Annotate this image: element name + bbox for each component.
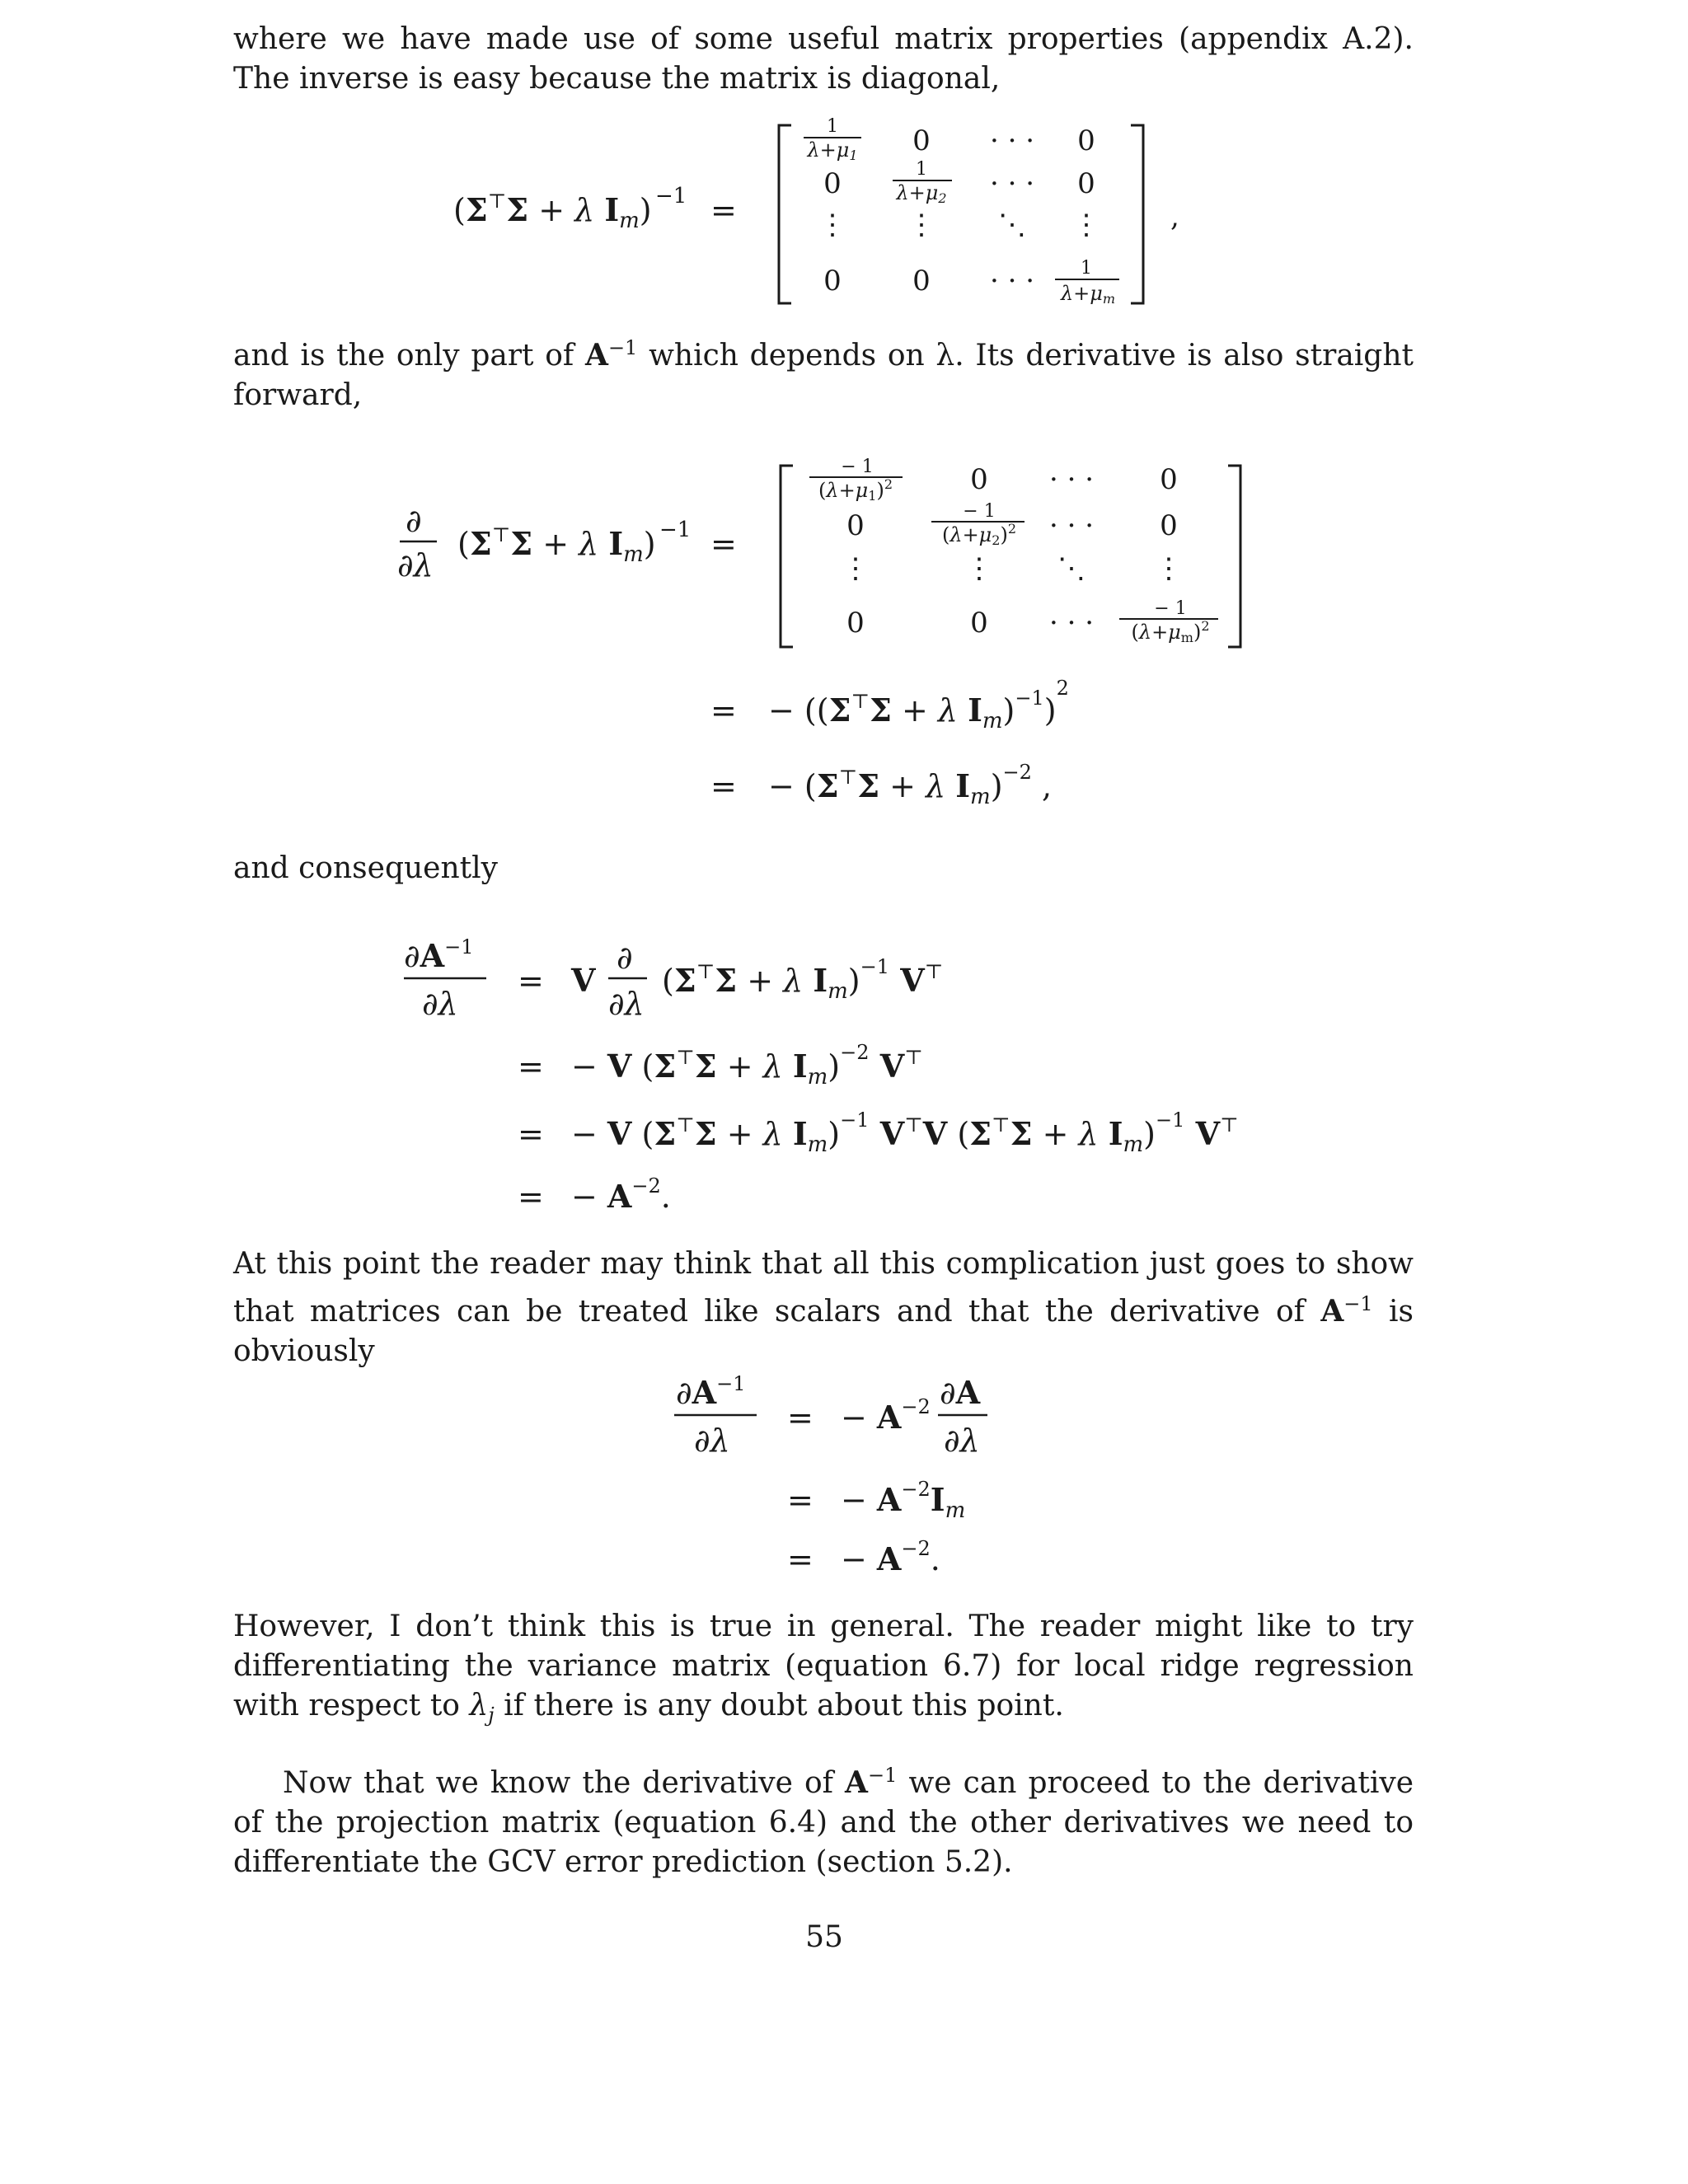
paragraph-consequently — [233, 849, 1414, 888]
svg-text:=: = — [518, 963, 544, 999]
svg-text:0: 0 — [1160, 463, 1178, 496]
svg-text:λ+μ2: λ+μ2 — [896, 181, 947, 206]
eq1-lhs: (Σ⊤Σ + λ $I_m$) — [453, 190, 652, 233]
eq1-right-bracket — [1131, 125, 1143, 303]
eq1-equals: = — [710, 192, 737, 228]
svg-text:=: = — [518, 1179, 544, 1215]
eq3-line1: (Σ⊤Σ + λ $I_m)^{-1}$ V⊤ — [662, 955, 944, 1004]
svg-text:0: 0 — [823, 265, 842, 298]
symbol-A-inverse: A — [585, 338, 608, 373]
svg-text:=: = — [787, 1541, 814, 1577]
svg-text:· · ·: · · · — [989, 167, 1035, 200]
svg-text:0: 0 — [846, 509, 865, 542]
svg-text:V: V — [571, 962, 596, 999]
svg-text:− 1: − 1 — [1154, 598, 1187, 619]
eq3-lhs-num: $\partial A^{-1}$ — [404, 935, 474, 974]
svg-text:1: 1 — [1081, 258, 1092, 279]
eq2-line3: − (Σ⊤Σ + λ $I_m)^{-2}$ , — [768, 761, 1053, 809]
eq3-line4: − $A^{-2}$. — [571, 1174, 671, 1215]
svg-text:=: = — [710, 692, 737, 729]
symbol-A-inverse-2: A — [1320, 1294, 1344, 1329]
paragraph-now-that-text-b: we can proceed to the derivative of the projection matrix (equation 6.4) and the other derivatives we need to differentiate the GCV error prediction (section 5.2). — [233, 1766, 1414, 1879]
svg-text:=: = — [518, 1116, 544, 1152]
eq4-lhs-num: $\partial A^{-1}$ — [676, 1372, 746, 1411]
svg-text:0: 0 — [823, 167, 842, 200]
equation-diagonal-inverse — [0, 115, 1688, 321]
eq2-lhs: (Σ⊤Σ + λ $I_m$) — [457, 523, 656, 567]
svg-text:· · ·: · · · — [1048, 509, 1095, 542]
paragraph-only-part: and is the only part of $A^{-1}$ which depends on λ. Its derivative is also straight forward, — [233, 336, 1414, 412]
eq4-line3: − $A^{-2}$. — [841, 1537, 940, 1577]
svg-text:1: 1 — [827, 116, 838, 137]
svg-text:⋮: ⋮ — [842, 552, 870, 585]
paragraph-only-part-text-b: which depends on λ. Its derivative is also straight forward, — [233, 339, 1414, 412]
svg-text:=: = — [518, 1048, 544, 1085]
svg-text:⋮: ⋮ — [1072, 209, 1100, 241]
svg-text:· · ·: · · · — [989, 265, 1035, 298]
eq2-right-bracket — [1228, 466, 1240, 647]
eq1-comma: , — [1170, 200, 1179, 233]
svg-text:=: = — [787, 1482, 814, 1518]
paragraph-complication: At this point the reader may think that all this complication just goes to show that matrices can be treated like scalars and that the derivative of $A^{-1}$ is obviously — [233, 1247, 1414, 1368]
svg-text:0: 0 — [912, 265, 931, 298]
svg-text:(λ+μm)2: $(\lambda+\mu m)^2$ — [1131, 618, 1210, 645]
svg-text:⋮: ⋮ — [907, 209, 935, 241]
svg-text:· · ·: · · · — [1048, 607, 1095, 640]
paragraph-now-that-text-a: Now that we know the derivative of — [283, 1766, 833, 1800]
eq1-left-bracket — [779, 125, 791, 303]
page-number: 55 — [805, 1920, 843, 1954]
svg-text:− 1: − 1 — [963, 501, 996, 522]
symbol-A-inverse-3: A — [845, 1765, 868, 1800]
svg-text:⋱: ⋱ — [1057, 552, 1085, 585]
equation-derivative-inverse — [0, 449, 1688, 820]
equation-naive-derivative — [0, 1364, 1688, 1586]
eq2-line2: − ((Σ⊤Σ + λ $I_m)^{-1})^2$ — [768, 677, 1069, 733]
eq4-line1: − $A^{-2}$ — [841, 1395, 931, 1436]
svg-text:(λ+μ2)2: $(\lambda+\mu 2)^2$ — [941, 521, 1017, 548]
paragraph-now-that: Now that we know the derivative of $A^{-1}$ we can proceed to the derivative of the projection matrix (equation 6.4) and the other derivatives we need to differentiate the GCV error prediction (section 5.2). — [233, 1764, 1414, 1879]
svg-text:· · ·: · · · — [1048, 463, 1095, 496]
svg-text:∂A: ∂A — [940, 1374, 981, 1411]
eq3-lhs-den: ∂λ — [422, 986, 458, 1022]
eq2-left-bracket — [781, 466, 793, 647]
svg-text:∂λ: ∂λ — [944, 1422, 980, 1459]
svg-text:0: 0 — [1160, 509, 1178, 542]
svg-text:⋮: ⋮ — [1155, 552, 1183, 585]
svg-text:−1: −1 — [659, 518, 692, 542]
svg-text:0: 0 — [912, 124, 931, 157]
svg-text:=: = — [710, 526, 737, 562]
eq1-exponent: −1 — [655, 184, 687, 209]
svg-text:=: = — [710, 768, 737, 804]
eq2-matrix-entries — [809, 457, 1218, 645]
eq4-line2: − $A^{-2}I_m$ — [841, 1478, 966, 1523]
svg-text:1: 1 — [916, 159, 927, 180]
paragraph-intro-text: where we have made use of some useful matrix properties (appendix A.2). The inverse is easy because the matrix is diagonal, — [233, 22, 1414, 96]
svg-text:(λ+μ1)2: $(\lambda+\mu 1)^2$ — [818, 476, 893, 504]
paragraph-complication-text-a: At this point the reader may think that all this complication just goes to show that matrices can be treated like scalars and that the derivative of — [233, 1247, 1414, 1329]
paragraph-consequently-text: and consequently — [233, 851, 498, 885]
eq2-partial-num: ∂ — [406, 503, 422, 539]
paragraph-however-text: However, I don’t think this is true in general. The reader might like to try differentiating the variance matrix (equation 6.7) for local ridge regression with respect to — [233, 1610, 1414, 1722]
svg-text:λ+μ1: λ+μ1 — [807, 138, 858, 163]
svg-text:0: 0 — [1077, 167, 1095, 200]
svg-text:=: = — [787, 1399, 814, 1436]
symbol-lambda-j: $\lambda_j$ — [469, 1689, 495, 1727]
svg-text:· · ·: · · · — [989, 124, 1035, 157]
svg-text:0: 0 — [1077, 124, 1095, 157]
svg-text:∂: ∂ — [617, 940, 633, 976]
paragraph-only-part-text-a: and is the only part of — [233, 339, 574, 373]
svg-text:0: 0 — [846, 607, 865, 640]
paragraph-complication-text-b: is obviously — [233, 1295, 1414, 1368]
paragraph-however-text-b: if there is any doubt about this point. — [504, 1689, 1064, 1722]
svg-text:∂λ: ∂λ — [694, 1422, 730, 1459]
equation-derivative-A-inverse — [0, 927, 1688, 1240]
paragraph-intro — [233, 20, 1414, 99]
eq3-line3: − V (Σ⊤Σ + λ $I_m)^{-1}$ V⊤V (Σ⊤Σ + λ $I_m)^{-1}$ V⊤ — [571, 1108, 1239, 1157]
svg-text:⋱: ⋱ — [998, 209, 1026, 241]
eq1-matrix-entries — [804, 116, 1119, 307]
paragraph-however — [233, 1607, 1414, 1735]
svg-text:∂λ: ∂λ — [608, 986, 645, 1022]
eq2-partial-den: ∂λ — [397, 547, 434, 583]
svg-text:0: 0 — [970, 607, 988, 640]
svg-text:− 1: − 1 — [841, 457, 874, 477]
eq3-line2: − V (Σ⊤Σ + λ $I_m)^{-2}$ V⊤ — [571, 1041, 923, 1090]
svg-text:λ+μm: λ+μm — [1060, 282, 1116, 307]
svg-text:0: 0 — [970, 463, 988, 496]
svg-text:⋮: ⋮ — [965, 552, 993, 585]
svg-text:⋮: ⋮ — [818, 209, 846, 241]
